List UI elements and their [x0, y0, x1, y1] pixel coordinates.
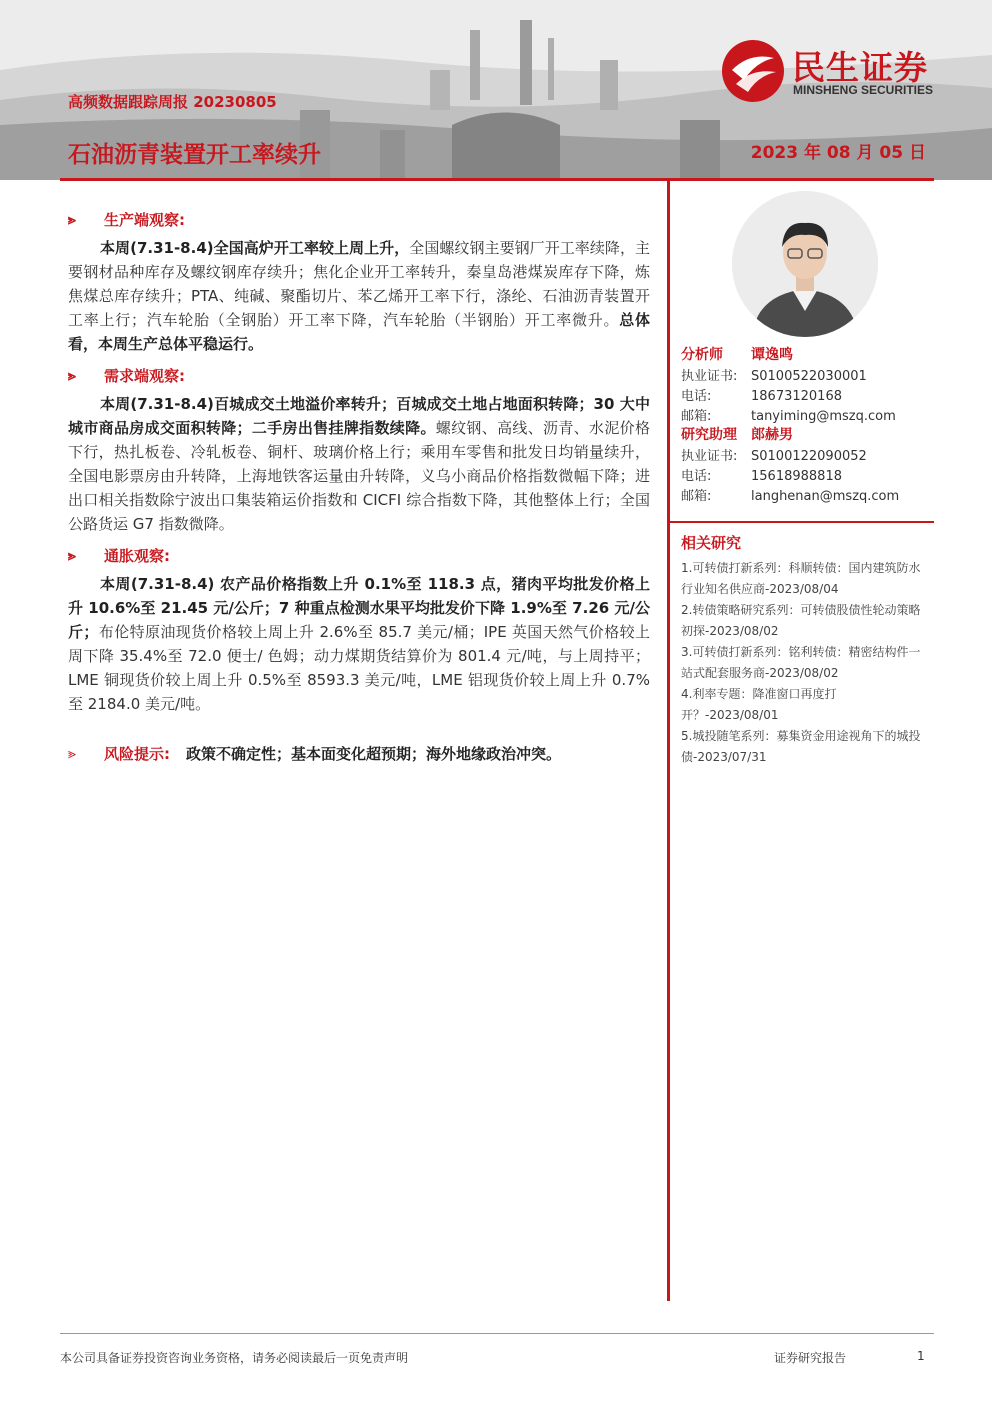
sidebar-divider: [670, 521, 934, 523]
column-divider: [667, 181, 670, 1301]
page-number: 1: [917, 1349, 925, 1363]
section-heading: ⪢ 生产端观察:: [68, 206, 650, 234]
header-divider: [60, 178, 934, 181]
analyst-cert: 执业证书: S0100122090052: [681, 449, 867, 464]
section-paragraph: 本周(7.31-8.4) 农产品价格指数上升 0.1%至 118.3 点，猪肉平均批发价格上升 10.6%至 21.45 元/公斤；7 种重点检测水果平均批发价下降 1.9%至 7.26 元/公斤；布伦特原油现货价格较上周上升 2.6%至 85.7 美元/桶；IPE 英国天然气价格较上周下降 35.4%至 72.0 便士/ 色姆；动力煤期货结算价为 801.4 元/吨，与上周持平；LME 铜现货价较上周上升 0.5%至 8593.3 美元/吨，LME 铝现货价较上周上升 0.7%至 2184.0 美元/吨。: [68, 575, 650, 713]
footer-disclaimer: 本公司具备证券投资咨询业务资格，请务必阅读最后一页免责声明: [60, 1351, 409, 1365]
report-type: 高频数据跟踪周报 20230805: [68, 93, 277, 111]
analyst-email[interactable]: 邮箱: tanyiming@mszq.com: [681, 409, 896, 424]
section-heading: ⪢ 需求端观察:: [68, 362, 650, 390]
related-research-item[interactable]: 3.可转债打新系列：铭利转债：精密结构件一站式配套服务商-2023/08/02: [681, 645, 921, 680]
logo-text-cn: 民生证券: [792, 48, 928, 87]
analyst-phone: 电话: 18673120168: [681, 389, 842, 404]
main-content: [68, 206, 650, 768]
minsheng-logo: [722, 40, 962, 100]
chevron-right-icon: ⪢: [68, 212, 76, 228]
footer-doc-type: 证券研究报告: [774, 1351, 847, 1365]
related-research-list: [681, 558, 929, 768]
logo-emblem-icon: [722, 40, 784, 102]
report-title: 石油沥青装置开工率续升: [68, 142, 321, 168]
related-research-item[interactable]: 4.利率专题：降准窗口再度打开？-2023/08/01: [681, 687, 837, 722]
header-banner: [0, 0, 992, 180]
logo-text-en: MINSHENG SECURITIES: [793, 83, 934, 97]
risk-warning: [68, 740, 650, 768]
related-research-item[interactable]: 5.城投随笔系列：募集资金用途视角下的城投债-2023/07/31: [681, 729, 921, 764]
chevron-right-icon: ⪢: [68, 368, 76, 384]
analyst-cert: 执业证书: S0100522030001: [681, 369, 867, 384]
analyst-email[interactable]: 邮箱: langhenan@mszq.com: [681, 489, 900, 504]
risk-label: 风险提示:: [104, 745, 170, 763]
related-research-item[interactable]: 1.可转债打新系列：科顺转债：国内建筑防水行业知名供应商-2023/08/04: [681, 561, 921, 596]
section-paragraph: 本周(7.31-8.4)百城成交土地溢价率转升；百城成交土地占地面积转降；30 大中城市商品房成交面积转降；二手房出售挂牌指数续降。螺纹钢、高线、沥青、水泥价格下行，热扎板卷、冷轧板卷、铜杆、玻璃价格上行；乘用车零售和批发日均销量续升，全国电影票房由升转降，上海地铁客运量由升转降，义乌小商品价格指数微幅下降；进出口相关指数除宁波出口集装箱运价指数和 CICFI 综合指数下降，其他整体上行；全国公路货运 G7 指数微降。: [68, 395, 650, 533]
analyst-name: 郎赫男: [751, 427, 793, 443]
analyst-role: 研究助理 郎赫男: [681, 424, 737, 444]
report-date: 2023 年 08 月 05 日: [750, 143, 926, 163]
section-heading: ⪢ 通胀观察:: [68, 542, 650, 570]
related-research-title: 相关研究: [681, 534, 742, 552]
footer-divider: [60, 1333, 934, 1334]
analyst-role: 分析师 谭逸鸣: [681, 344, 723, 364]
risk-text: 政策不确定性；基本面变化超预期；海外地缘政治冲突。: [186, 745, 562, 763]
chevron-right-icon: ⪢: [68, 746, 76, 762]
analyst-photo: [732, 191, 878, 337]
section-paragraph: 本周(7.31-8.4)全国高炉开工率较上周上升，全国螺纹钢主要钢厂开工率续降，主要钢材品种库存及螺纹钢库存续升；焦化企业开工率转升，秦皇岛港煤炭库存下降，炼焦煤总库存续升；PTA、纯碱、聚酯切片、苯乙烯开工率下行，涤纶、石油沥青装置开工率上行；汽车轮胎（全钢胎）开工率下降，汽车轮胎（半钢胎）开工率微升。总体看，本周生产总体平稳运行。: [68, 239, 650, 353]
analyst-phone: 电话: 15618988818: [681, 469, 842, 484]
analyst-name: 谭逸鸣: [751, 347, 793, 363]
chevron-right-icon: ⪢: [68, 548, 76, 564]
related-research-item[interactable]: 2.转债策略研究系列：可转债股债性轮动策略初探-2023/08/02: [681, 603, 921, 638]
